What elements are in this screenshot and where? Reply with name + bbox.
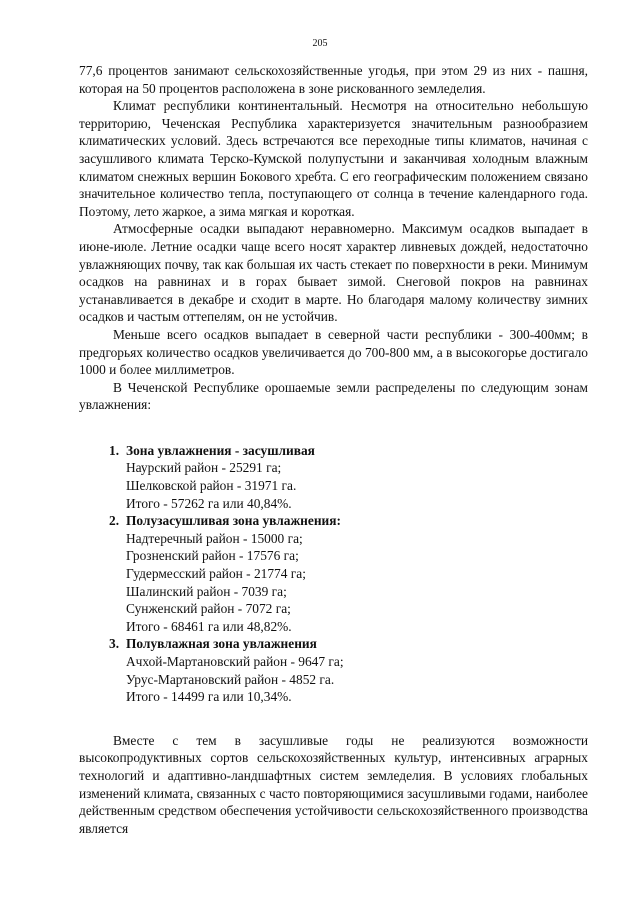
district-item: Наурский район - 25291 га; — [126, 460, 282, 476]
paragraph-4: Меньше всего осадков выпадает в северной части республики - 300-400мм; в предгорьях количество осадков увеличивается до 700-800 мм, а в высокогорье достигало 1000 и более миллиметров. — [79, 326, 588, 378]
zone-item — [109, 635, 588, 705]
zone-number: 1. — [109, 442, 120, 458]
page-content — [79, 62, 588, 837]
district-list — [109, 530, 588, 618]
district-item: Урус-Мартановский район - 4852 га. — [126, 671, 335, 687]
district-item: Шалинский район - 7039 га; — [126, 583, 287, 599]
zone-title-text: Полузасушливая зона увлажнения: — [126, 513, 341, 529]
district-list — [109, 459, 588, 494]
district-item: Ачхой-Мартановский район - 9647 га; — [126, 654, 344, 669]
zone-title-text: Зона увлажнения - засушливая — [126, 442, 315, 458]
district-item: Сунженский район - 7072 га; — [126, 601, 291, 617]
district-item: Гудермесский район - 21774 га; — [126, 566, 306, 582]
zone-total: Итого - 68461 га или 48,82%. — [126, 618, 292, 634]
paragraph-1: 77,6 процентов занимают сельскохозяйственные угодья, при этом 29 из них - пашня, которая на 50 процентов расположена в зоне рискованного земледелия. — [79, 63, 588, 96]
zone-title — [109, 442, 588, 460]
page-number: 205 — [312, 38, 328, 49]
zone-item — [109, 442, 588, 512]
district-list — [109, 653, 588, 688]
paragraph-5: В Чеченской Республике орошаемые земли распределены по следующим зонам увлажнения: — [79, 379, 588, 413]
zone-number: 2. — [109, 513, 120, 529]
zone-number: 3. — [109, 636, 120, 652]
zone-title — [109, 635, 588, 653]
zone-total: Итого - 57262 га или 40,84%. — [126, 495, 292, 511]
paragraph-2: Климат республики континентальный. Несмотря на относительно небольшую территорию, Чеченская Республика характеризуется значительным разнообразием климатических условий. Здесь встречаются все переходные типы климатов, начиная с засушливого климата Терско-Кумской полупустыни и заканчивая холодным влажным климатом снежных вершин Бокового хребта. С его географическим положением связано значительное количество тепла, поступающего от солнца в течение календарного года. Поэтому, лето жаркое, а зима мягкая и короткая. — [79, 98, 588, 219]
district-item: Грозненский район - 17576 га; — [126, 548, 299, 564]
zone-title — [109, 512, 588, 530]
district-item: Надтеречный район - 15000 га; — [126, 530, 303, 546]
zone-item — [109, 512, 588, 635]
zone-list — [109, 442, 588, 706]
closing-paragraph: Вместе с тем в засушливые годы не реализуются возможности высокопродуктивных сортов сельскохозяйственных культур, интенсивных аграрных технологий и адаптивно-ландшафтных систем земледелия. В условиях глобальных изменений климата, связанных с часто повторяющимися засушливыми годами, наиболее действенным средством обеспечения устойчивости сельскохозяйственного производства является — [79, 732, 588, 836]
district-item: Шелковской район - 31971 га. — [126, 478, 297, 494]
zone-title-text: Полувлажная зона увлажнения — [126, 636, 317, 652]
zone-total: Итого - 14499 га или 10,34%. — [126, 689, 292, 705]
paragraph-3: Атмосферные осадки выпадают неравномерно. Максимум осадков выпадает в июне-июле. Летние осадки чаще всего носят характер ливневых дождей, недостаточно увлажняющих почву, так как большая их часть стекает по поверхности в реки. Минимум осадков на равнинах и в горах бывает зимой. Снеговой покров на равнинах устанавливается в декабре и сходит в марте. Но благодаря малому количеству зимних осадков и частым оттепелям, он не устойчив. — [79, 221, 588, 325]
